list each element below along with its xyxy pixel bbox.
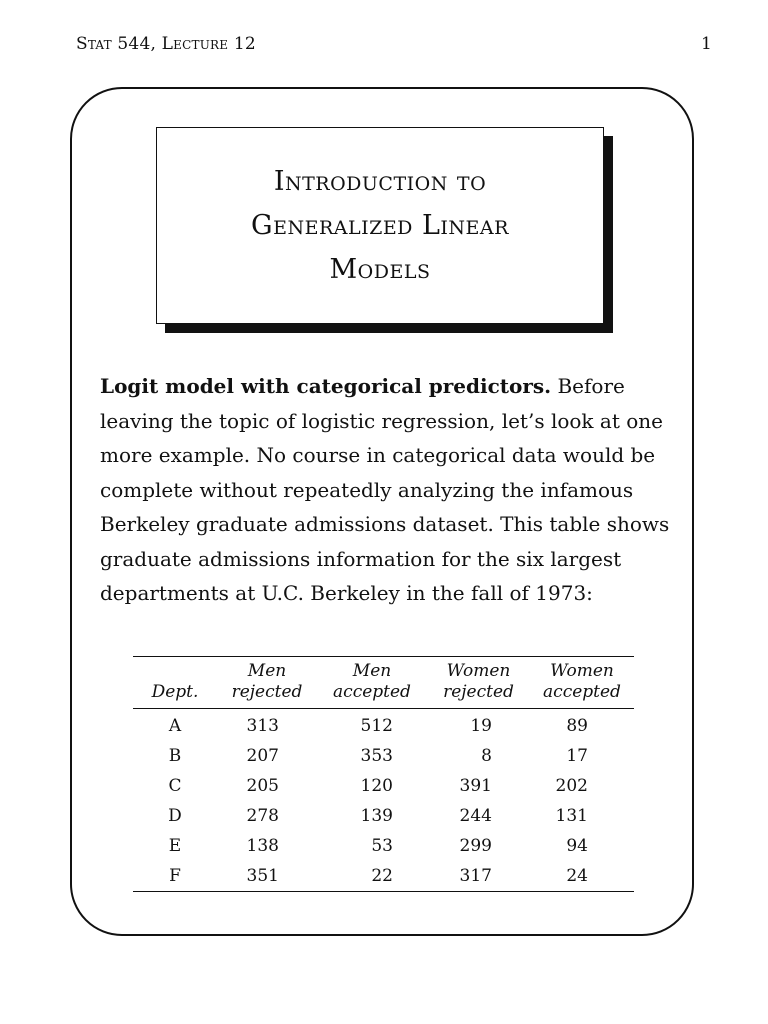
body-paragraph: [100, 369, 670, 611]
running-title: Stat 544, Lecture 12: [76, 34, 256, 54]
title-box: [156, 127, 604, 324]
cell-dept: E: [168, 836, 182, 856]
cell-dept: C: [168, 776, 182, 796]
cell-dept: F: [169, 866, 181, 886]
cell-dept: A: [168, 716, 182, 736]
paragraph-lead: Logit model with categorical predictors.: [100, 374, 552, 398]
cell-men-rejected: 207: [246, 746, 279, 766]
header-dept-line1: [139, 661, 211, 682]
header-dept-line2: Dept.: [151, 682, 199, 702]
page-number: 1: [700, 34, 712, 54]
title-line-1: Introduction to: [273, 165, 487, 197]
header-men-accepted: [317, 657, 427, 709]
table-row: [133, 861, 634, 892]
header-women-accepted: [530, 657, 634, 709]
cell-men-rejected: 278: [246, 806, 279, 826]
cell-women-rejected: 244: [459, 806, 492, 826]
cell-women-rejected: 391: [459, 776, 492, 796]
cell-women-accepted: 131: [555, 806, 588, 826]
table-row: [133, 771, 634, 801]
cell-men-accepted: 353: [360, 746, 393, 766]
header-women-rejected: [427, 657, 530, 709]
header-men-rejected-line1: Men: [247, 661, 287, 681]
admissions-table-wrap: [133, 656, 634, 892]
title-line-3: Models: [329, 253, 431, 285]
cell-women-accepted: 24: [566, 866, 588, 886]
cell-men-accepted: 22: [371, 866, 393, 886]
cell-women-rejected: 19: [470, 716, 492, 736]
cell-women-accepted: 202: [555, 776, 588, 796]
paragraph-text: Before leaving the topic of logistic regression, let’s look at one more example. No course in categorical data would be complete without repeatedly analyzing the infamous Berkeley graduate admissions dataset. This table shows graduate admissions information for the six largest departments at U.C. Berkeley in the fall of 1973:: [100, 374, 670, 605]
cell-women-rejected: 299: [459, 836, 492, 856]
cell-men-accepted: 512: [360, 716, 393, 736]
table-row: [133, 741, 634, 771]
header-women-accepted-line1: Women: [550, 661, 614, 681]
cell-dept: B: [168, 746, 182, 766]
cell-women-rejected: 8: [481, 746, 492, 766]
cell-women-accepted: 89: [566, 716, 588, 736]
table-row: [133, 831, 634, 861]
header-men-rejected-line2: rejected: [231, 682, 303, 702]
table-row: [133, 709, 634, 742]
cell-men-rejected: 138: [246, 836, 279, 856]
header-men-accepted-line1: Men: [352, 661, 392, 681]
cell-men-rejected: 313: [246, 716, 279, 736]
header-dept: [133, 657, 217, 709]
cell-men-accepted: 120: [360, 776, 393, 796]
cell-women-rejected: 317: [459, 866, 492, 886]
table-row: [133, 801, 634, 831]
table-header: [133, 657, 634, 709]
header-men-accepted-line2: accepted: [333, 682, 411, 702]
cell-men-accepted: 139: [360, 806, 393, 826]
cell-men-rejected: 351: [246, 866, 279, 886]
cell-women-accepted: 94: [566, 836, 588, 856]
header-women-rejected-line2: rejected: [443, 682, 514, 702]
header-men-rejected: [217, 657, 317, 709]
running-header: [76, 32, 712, 56]
header-women-accepted-line2: accepted: [543, 682, 621, 702]
header-women-rejected-line1: Women: [446, 661, 511, 681]
cell-men-accepted: 53: [371, 836, 393, 856]
cell-dept: D: [168, 806, 182, 826]
title-line-2: Generalized Linear: [251, 209, 509, 241]
cell-men-rejected: 205: [246, 776, 279, 796]
cell-women-accepted: 17: [566, 746, 588, 766]
table-body: [133, 709, 634, 892]
admissions-table: [133, 656, 634, 892]
